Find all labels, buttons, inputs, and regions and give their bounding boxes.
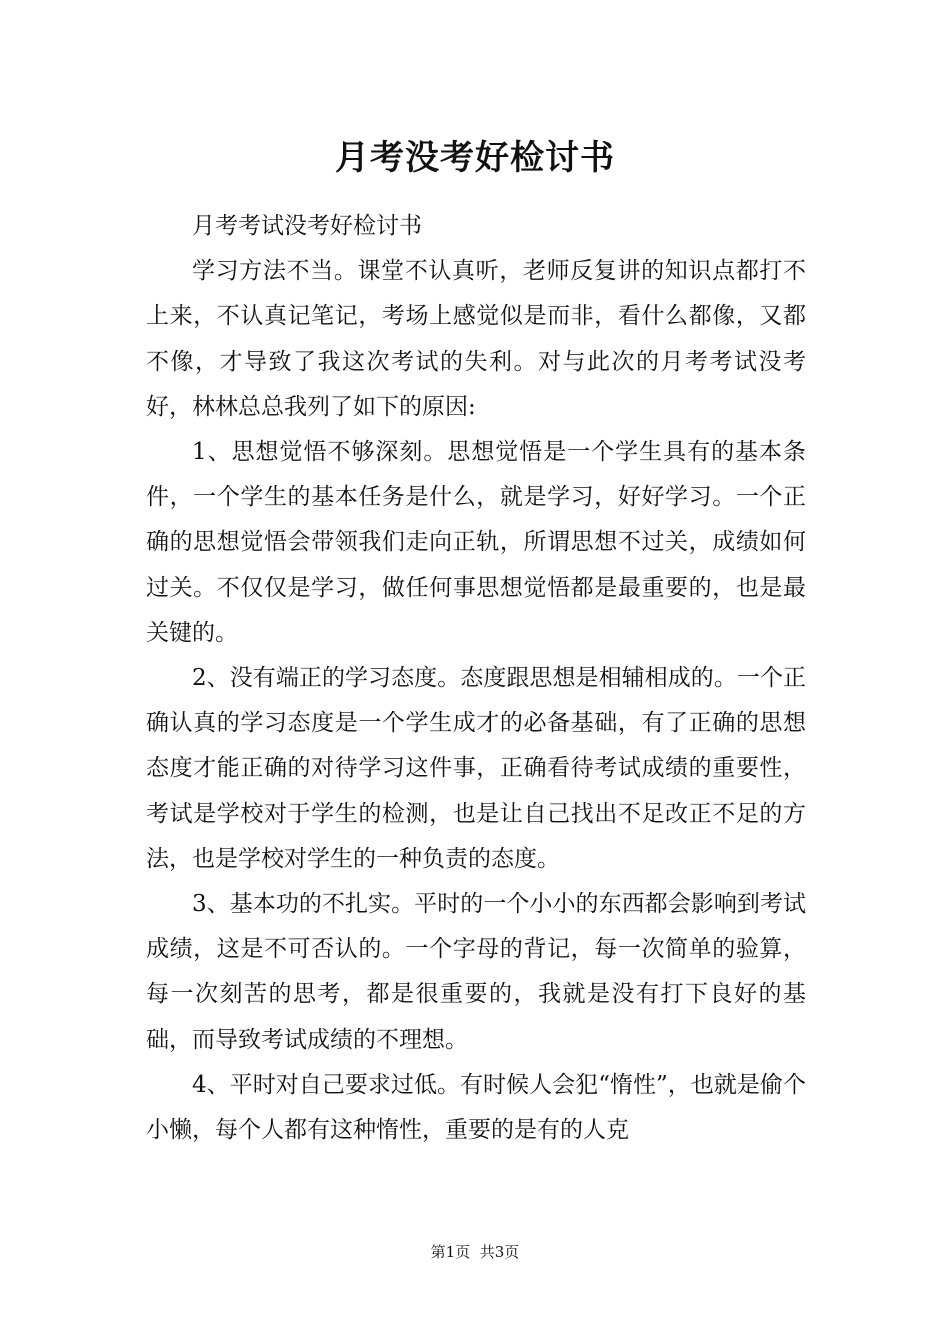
page-number: 第1页 xyxy=(430,1243,471,1261)
paragraph-point-2: 2、没有端正的学习态度。态度跟思想是相辅相成的。一个正确认真的学习态度是一个学生成才的必备基础，有了正确的思想态度才能正确的对待学习这件事，正确看待考试成绩的重要性，考试是学校对于学生的检测，也是让自己找出不足改正不足的方法，也是学校对学生的一种负责的态度。 xyxy=(146,665,806,872)
paragraph-intro: 学习方法不当。课堂不认真听，老师反复讲的知识点都打不上来，不认真记笔记，考场上感觉似是而非，看什么都像，又都不像，才导致了我这次考试的失利。对与此次的月考考试没考好，林林总总我列了如下的原因: xyxy=(146,258,806,420)
paragraph-point-3: 3、基本功的不扎实。平时的一个小小的东西都会影响到考试成绩，这是不可否认的。一个字母的背记，每一次简单的验算，每一次刻苦的思考，都是很重要的，我就是没有打下良好的基础，而导致考试成绩的不理想。 xyxy=(146,891,806,1053)
footer-separator xyxy=(470,1243,480,1261)
document-body xyxy=(146,204,806,1153)
paragraph-point-1: 1、思想觉悟不够深刻。思想觉悟是一个学生具有的基本条件，一个学生的基本任务是什么，就是学习，好好学习。一个正确的思想觉悟会带领我们走向正轨，所谓思想不过关，成绩如何过关。不仅仅是学习，做任何事思想觉悟都是最重要的，也是最关键的。 xyxy=(146,439,806,646)
page-total: 共3页 xyxy=(479,1243,520,1261)
document-title: 月考没考好检讨书 xyxy=(335,138,615,178)
page-footer xyxy=(0,1242,950,1262)
paragraph-point-4: 4、平时对自己要求过低。有时候人会犯“惰性”，也就是偷个小懒，每个人都有这种惰性，重要的是有的人克 xyxy=(146,1071,806,1144)
paragraph-subtitle: 月考考试没考好检讨书 xyxy=(192,213,422,239)
